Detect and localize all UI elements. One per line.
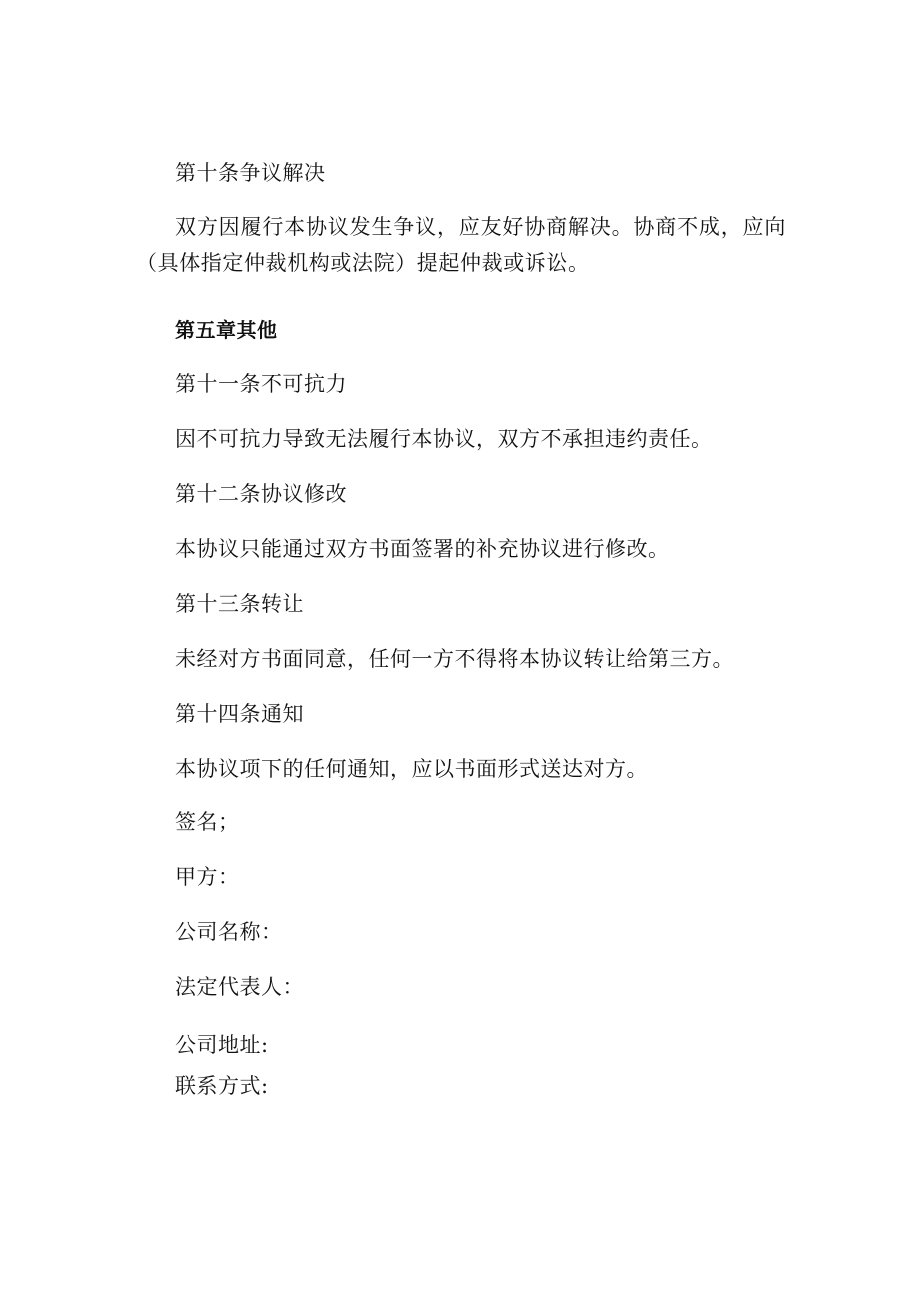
signature-heading: 签名； — [175, 810, 240, 834]
article-13-text: 未经对方书面同意，任何一方不得将本协议转让给第三方。 — [175, 647, 734, 671]
article-11-title: 第十一条不可抗力 — [175, 372, 347, 396]
article-11-text: 因不可抗力导致无法履行本协议，双方不承担违约责任。 — [175, 427, 713, 451]
contact-label: 联系方式: — [175, 1074, 269, 1098]
party-a-label: 甲方： — [175, 865, 240, 889]
chapter-5-title: 第五章其他 — [175, 318, 278, 342]
company-address-label: 公司地址: — [175, 1033, 269, 1057]
article-14-text: 本协议项下的任何通知，应以书面形式送达对方。 — [175, 757, 648, 781]
company-name-label: 公司名称： — [175, 920, 283, 944]
article-12-text: 本协议只能通过双方书面签署的补充协议进行修改。 — [175, 537, 670, 561]
article-14-title: 第十四条通知 — [175, 702, 304, 726]
article-10-title: 第十条争议解决 — [175, 161, 326, 185]
legal-representative-label: 法定代表人： — [175, 975, 304, 999]
article-10-text: 双方因履行本协议发生争议，应友好协商解决。协商不成，应向（具体指定仲裁机构或法院）提起仲裁或诉讼。 — [136, 215, 786, 275]
article-12-title: 第十二条协议修改 — [175, 482, 347, 506]
article-13-title: 第十三条转让 — [175, 592, 304, 616]
